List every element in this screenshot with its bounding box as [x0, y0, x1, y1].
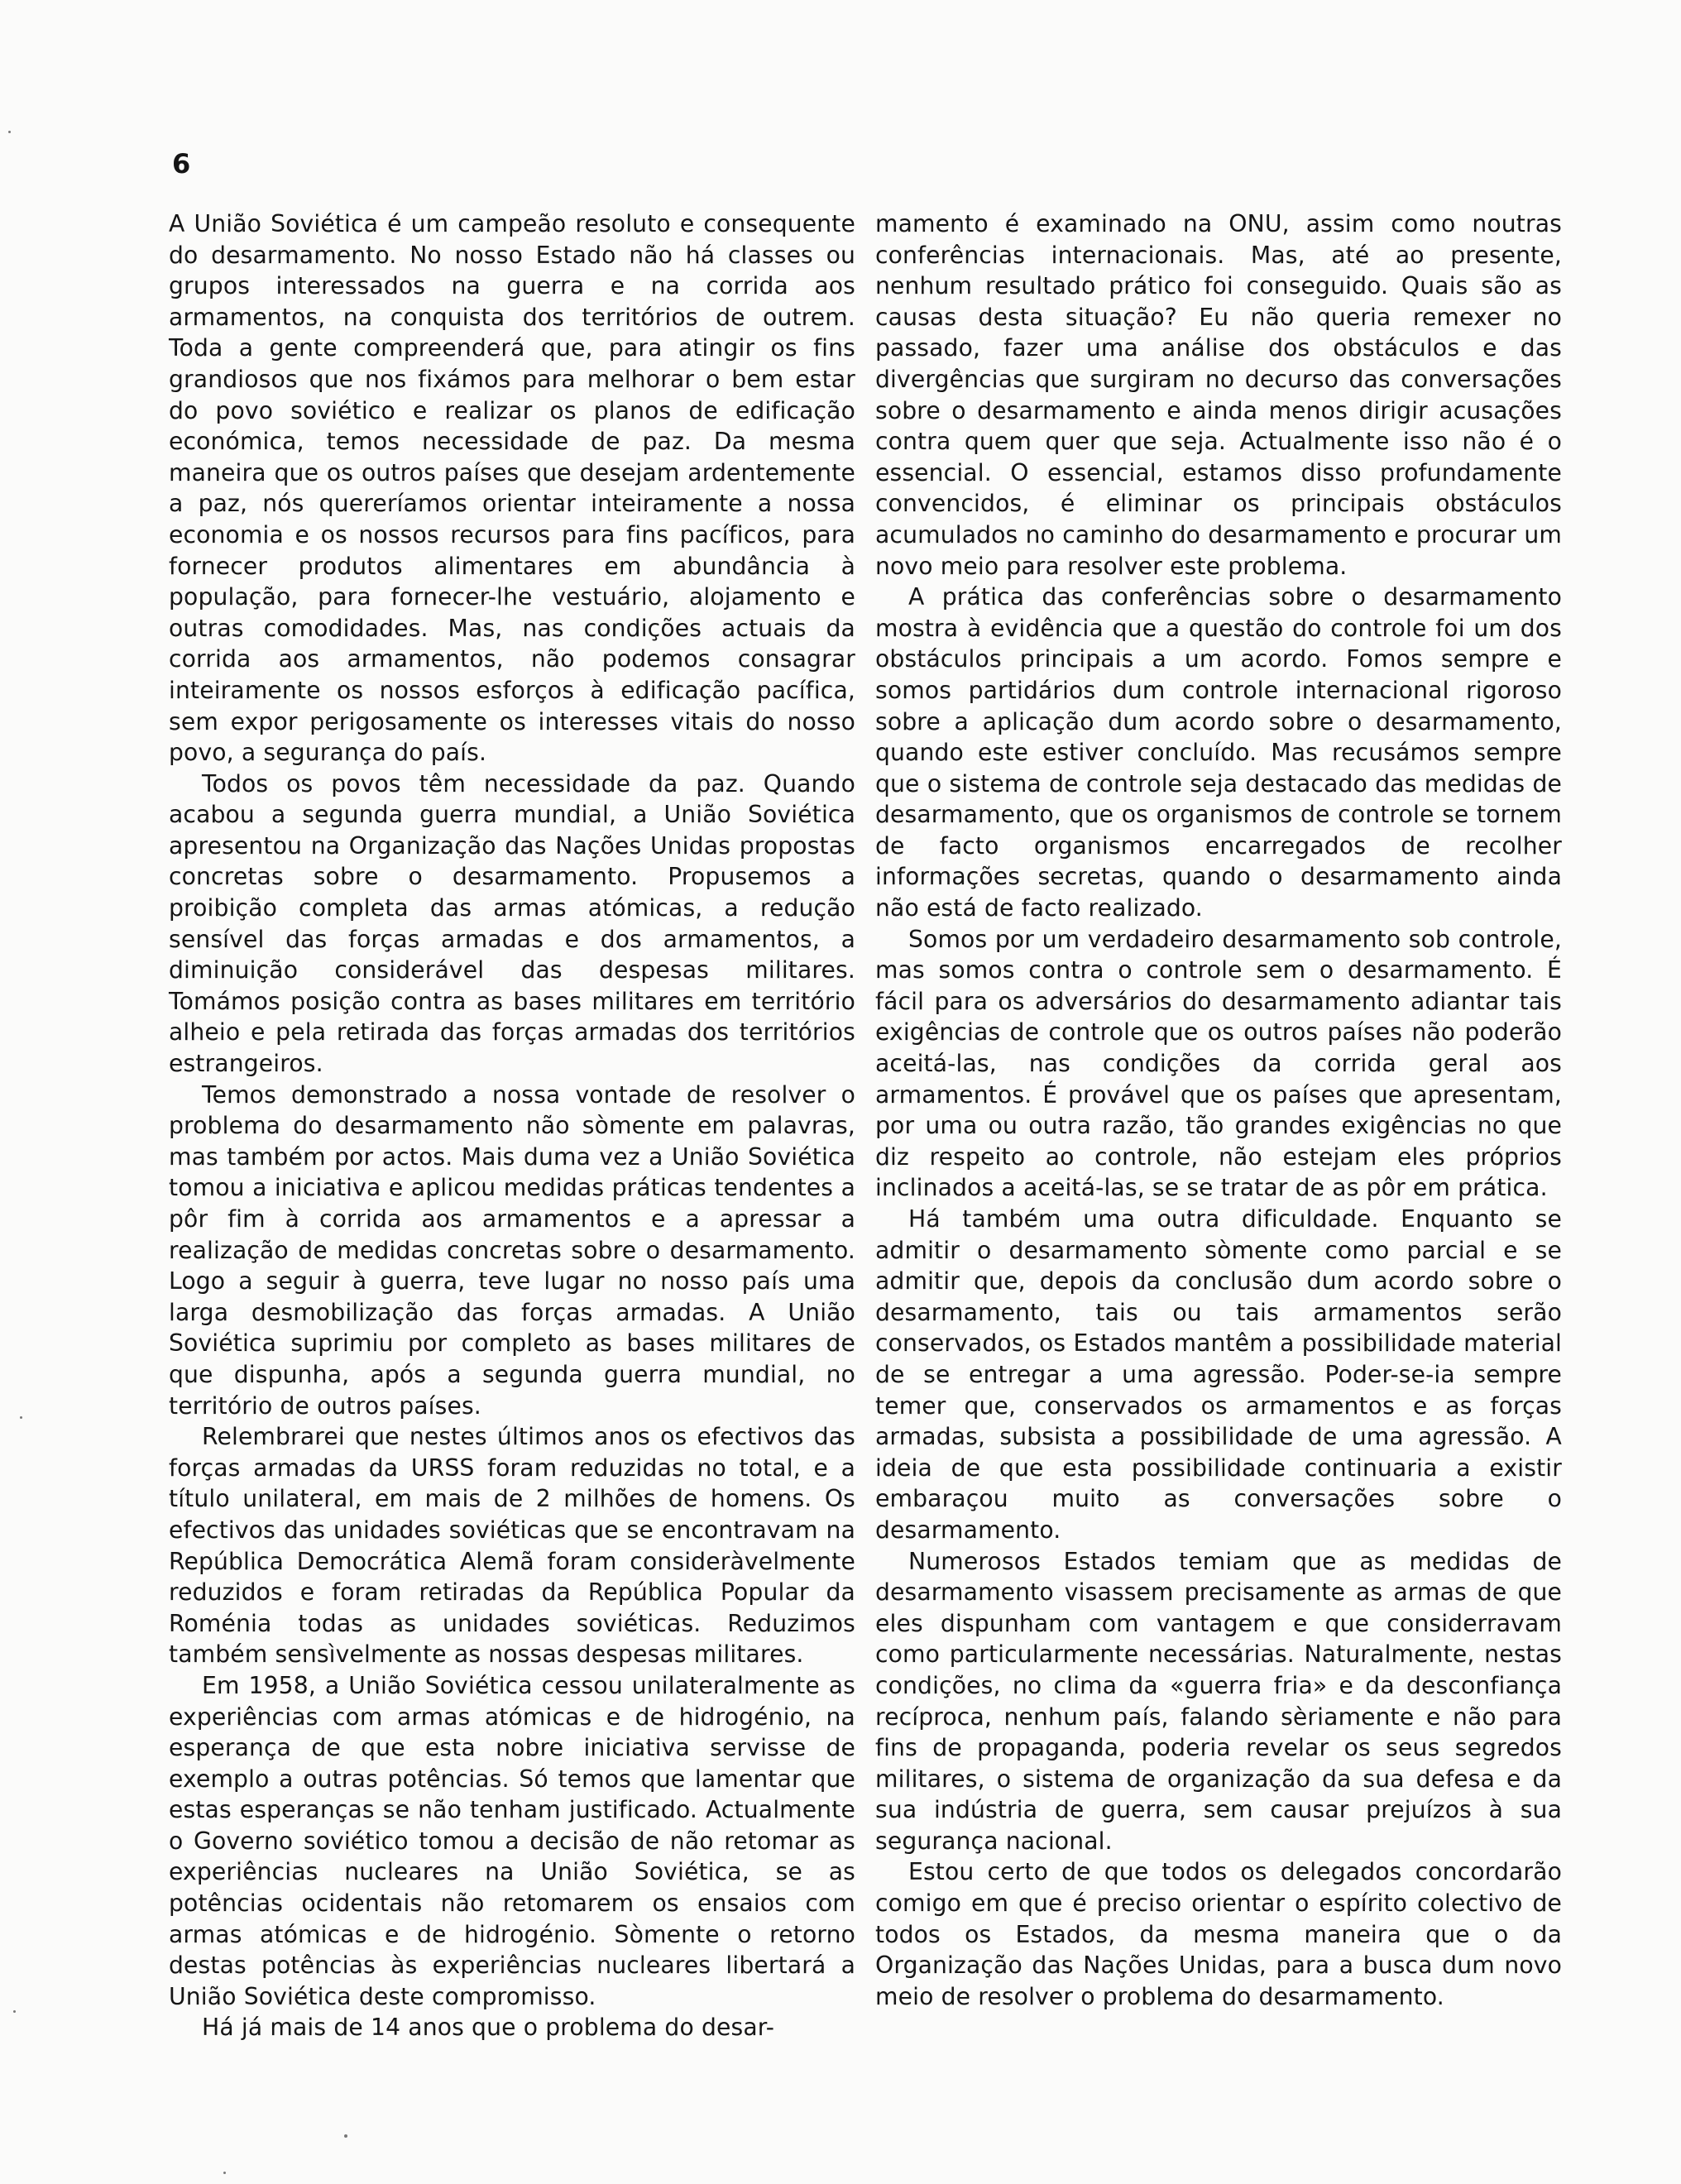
scan-speck	[8, 131, 11, 133]
page-number: 6	[172, 148, 191, 180]
paragraph: Em 1958, a União Soviética cessou unilateralmente as experiências com armas atómicas e de hidrogénio, na esperança de que esta nobre iniciativa servisse de exemplo a outras potências. Só temos que lamentar que estas esperanças se não tenham justificado. Actualmente o Governo soviético tomou a decisão de não retomar as experiências nucleares na União Soviética, se as potências ocidentais não retomarem os ensaios com armas atómicas e de hidrogénio. Sòmente o retorno destas potências às experiências nucleares libertará a União Soviética deste compromisso.	[169, 1671, 855, 2010]
left-column	[169, 208, 855, 2043]
scan-speck	[344, 2134, 347, 2138]
paragraph: A prática das conferências sobre o desarmamento mostra à evidência que a questão do controle foi um dos obstáculos principais a um acordo. Fomos sempre e somos partidários dum controle internacional rigoroso sobre a aplicação dum acordo sobre o desarmamento, quando este estiver concluído. Mas recusámos sempre que o sistema de controle seja destacado das medidas de desarmamento, que os organismos de controle se tornem de facto organismos encarregados de recolher informações secretas, quando o desarmamento ainda não está de facto realizado.	[875, 583, 1562, 922]
scan-speck	[20, 1416, 22, 1419]
scan-speck	[13, 2010, 16, 2013]
scan-speck	[223, 2172, 226, 2174]
paragraph: Estou certo de que todos os delegados concordarão comigo em que é preciso orientar o espírito colectivo de todos os Estados, da mesma maneira que o da Organização das Nações Unidas, para a busca dum novo meio de resolver o problema do desarmamento.	[875, 1858, 1562, 2010]
paragraph: Há já mais de 14 anos que o problema do desar-	[202, 2014, 775, 2042]
right-column	[875, 208, 1562, 2012]
paragraph: Temos demonstrado a nossa vontade de resolver o problema do desarmamento não sòmente em palavras, mas também por actos. Mais duma vez a União Soviética tomou a iniciativa e aplicou medidas práticas tendentes a pôr fim à corrida aos armamentos e a apressar a realização de medidas concretas sobre o desarmamento. Logo a seguir à guerra, teve lugar no nosso país uma larga desmobilização das forças armadas. A União Soviética suprimiu por completo as bases militares de que dispunha, após a segunda guerra mundial, no território de outros países.	[169, 1080, 855, 1420]
paragraph: Somos por um verdadeiro desarmamento sob controle, mas somos contra o controle sem o desarmamento. É fácil para os adversários do desarmamento adiantar tais exigências de controle que os outros países não poderão aceitá-las, nas condições da corrida geral aos armamentos. É provável que os países que apresentam, por uma ou outra razão, tão grandes exigências no que diz respeito ao controle, não estejam eles próprios inclinados a aceitá-las, se se tratar de as pôr em prática.	[875, 925, 1562, 1202]
paragraph: Numerosos Estados temiam que as medidas de desarmamento visassem precisamente as armas de que eles dispunham com vantagem e que considerravam como particularmente necessárias. Naturalmente, nestas condições, no clima da «guerra fria» e da desconfiança recíproca, nenhum país, falando sèriamente e não para fins de propaganda, poderia revelar os seus segredos militares, o sistema de organização da sua defesa e da sua indústria de guerra, sem causar prejuízos à sua segurança nacional.	[875, 1547, 1562, 1855]
paragraph: Todos os povos têm necessidade da paz. Quando acabou a segunda guerra mundial, a União Soviética apresentou na Organização das Nações Unidas propostas concretas sobre o desarmamento. Propusemos a proibição completa das armas atómicas, a redução sensível das forças armadas e dos armamentos, a diminuição considerável das despesas militares. Tomámos posição contra as bases militares em território alheio e pela retirada das forças armadas dos territórios estrangeiros.	[169, 769, 855, 1078]
paragraph: mamento é examinado na ONU, assim como noutras conferências internacionais. Mas, até ao presente, nenhum resultado prático foi conseguido. Quais são as causas desta situação? Eu não queria remexer no passado, fazer uma análise dos obstáculos e das divergências que surgiram no decurso das conversações sobre o desarmamento e ainda menos dirigir acusações contra quem quer que seja. Actualmente isso não é o essencial. O essencial, estamos disso profundamente convencidos, é eliminar os principais obstáculos acumulados no caminho do desarmamento e procurar um novo meio para resolver este problema.	[875, 210, 1562, 580]
paragraph: A União Soviética é um campeão resoluto e consequente do desarmamento. No nosso Estado não há classes ou grupos interessados na guerra e na corrida aos armamentos, na conquista dos territórios de outrem. Toda a gente compreenderá que, para atingir os fins grandiosos que nos fixámos para melhorar o bem estar do povo soviético e realizar os planos de edificação económica, temos necessidade de paz. Da mesma maneira que os outros países que desejam ardentemente a paz, nós quereríamos orientar inteiramente a nossa economia e os nossos recursos para fins pacíficos, para fornecer produtos alimentares em abundância à população, para fornecer-lhe vestuário, alojamento e outras comodidades. Mas, nas condições actuais da corrida aos armamentos, não podemos consagrar inteiramente os nossos esforços à edificação pacífica, sem expor perigosamente os interesses vitais do nosso povo, a segurança do país.	[169, 210, 855, 767]
paragraph: Relembrarei que nestes últimos anos os efectivos das forças armadas da URSS foram reduzidas no total, e a título unilateral, em mais de 2 milhões de homens. Os efectivos das unidades soviéticas que se encontravam na República Democrática Alemã foram consideràvelmente reduzidos e foram retiradas da República Popular da Roménia todas as unidades soviéticas. Reduzimos também sensìvelmente as nossas despesas militares.	[169, 1423, 855, 1669]
paragraph: Há também uma outra dificuldade. Enquanto se admitir o desarmamento sòmente como parcial e se admitir que, depois da conclusão dum acordo sobre o desarmamento, tais ou tais armamentos serão conservados, os Estados mantêm a possibilidade material de se entregar a uma agressão. Poder-se-ia sempre temer que, conservados os armamentos e as forças armadas, subsista a possibilidade de uma agressão. A ideia de que esta possibilidade continuaria a existir embaraçou muito as conversações sobre o desarmamento.	[875, 1205, 1562, 1544]
